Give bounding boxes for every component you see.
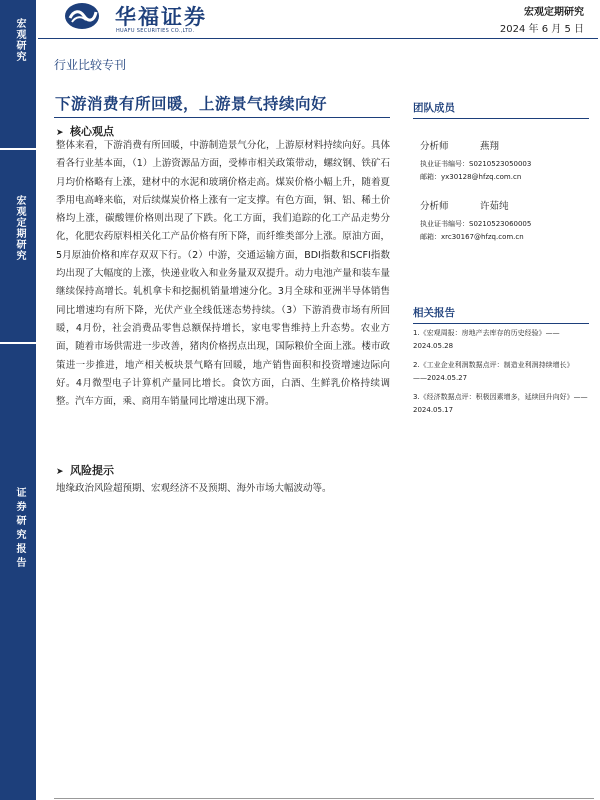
core-view-text: 整体来看，下游消费有所回暖，中游制造景气分化，上游原材料持续向好。具体看各行业基本面，（1）上游资源品方面，受棒市相关政策带动，螺纹钢、铁矿石月均价格略有上涨，建材中的水泥和玻璃价格走高。煤炭价格小幅上升，随着夏季用电高峰来临，对后续煤炭价格上涨有一定支撑。有色方面，铜、铝、稀土价格均上涨，碳酸锂价格则出现了下跌。化工方面，我们追踪的化工产品走势分化，化肥农药原料相关化工产品价格有所下降，而纤维类部分上涨。原油方面，5月原油价格和库存双双下行。（2）中游，交通运输方面，BDI指数和SCFI指数均出现了大幅度的上涨，快递业收入和业务量双双提升。动力电池产量和装车量继续保持高增长。轧机拿卡和挖掘机销量增速分化。3月全球和亚洲半导体销售同比增速均有所下降，光伏产业全线低迷态势持续。（3）下游消费市场有所回暖，4月份，社会消费品零售总额保持增长，家电零售维持上升态势。农业方面，随着市场供需进一步改善，猪肉价格拐点出现，国际粮价全面上涨。楼市政策进一步推进，地产相关板块景气略有回暖，地产销售面积和投资增速边际向好。4月微型电子计算机产量同比增长。食饮方面，白酒、生鲜乳价格持续调整。汽车方面，乘、商用车销量同比增速出现下滑。 (56, 140, 390, 408)
analyst-name: 许茹纯 (480, 201, 509, 212)
analyst-role: 分析师 (420, 201, 449, 212)
analyst-email[interactable]: xrc30167@hfzq.com.cn (441, 233, 524, 241)
brand-name-cn: 华福证券 (115, 5, 207, 29)
footer-divider (54, 798, 594, 799)
risk-text: 地缘政治风险超预期、宏观经济不及预期、海外市场大幅波动等。 (56, 483, 332, 494)
email-label: 邮箱： (420, 173, 441, 181)
cert-number: S0210523060005 (469, 220, 532, 228)
team-heading: 团队成员 (413, 100, 589, 119)
core-view-heading-label: 核心观点 (70, 125, 114, 138)
cert-label: 执业证书编号： (420, 220, 469, 228)
analyst-name: 燕翔 (480, 141, 500, 152)
report-date: 2024 年 6 月 5 日 (499, 24, 584, 35)
triangle-bullet-icon: ➤ (56, 467, 64, 477)
left-sidebar (0, 0, 38, 800)
sidebar-label-bottom: 证券研究报告 (14, 487, 25, 571)
cert-label: 执业证书编号： (420, 160, 469, 168)
email-label: 邮箱： (420, 233, 441, 241)
header-divider (38, 38, 598, 39)
sidebar-label-top: 宏观研究 (14, 18, 25, 62)
huafu-logo-icon (64, 2, 100, 30)
team-section (413, 100, 589, 119)
sidebar-block-bottom (0, 344, 36, 800)
risk-heading (56, 462, 114, 478)
cert-number: S0210523050003 (469, 160, 532, 168)
related-report-item[interactable]: 3.《经济数据点评：积极因素增多，延续回升向好》——2024.05.17 (413, 393, 588, 414)
triangle-bullet-icon: ➤ (56, 128, 64, 138)
analyst-email[interactable]: yx30128@hfzq.com.cn (441, 173, 522, 181)
risk-heading-label: 风险提示 (70, 464, 114, 477)
related-reports-heading: 相关报告 (413, 305, 589, 324)
related-report-item[interactable]: 1.《宏观周报：房地产去库存的历史经验》—— 2024.05.28 (413, 329, 560, 350)
related-reports-list (413, 327, 589, 423)
sidebar-label-middle: 宏观定期研究 (14, 195, 25, 261)
related-reports-section (413, 305, 589, 324)
analyst-card (420, 140, 590, 184)
series-name: 行业比较专刊 (54, 58, 127, 72)
title-divider (54, 117, 390, 118)
analyst-role: 分析师 (420, 141, 449, 152)
related-report-item[interactable]: 2.《工业企业利润数据点评：制造业利润持续增长》 ——2024.05.27 (413, 361, 574, 382)
page-header (38, 0, 600, 38)
analyst-card (420, 200, 590, 244)
report-type: 宏观定期研究 (524, 7, 584, 18)
page-title: 下游消费有所回暖，上游景气持续向好 (55, 95, 328, 113)
brand-name-en: HUAFU SECURITIES CO.,LTD. (116, 28, 195, 34)
